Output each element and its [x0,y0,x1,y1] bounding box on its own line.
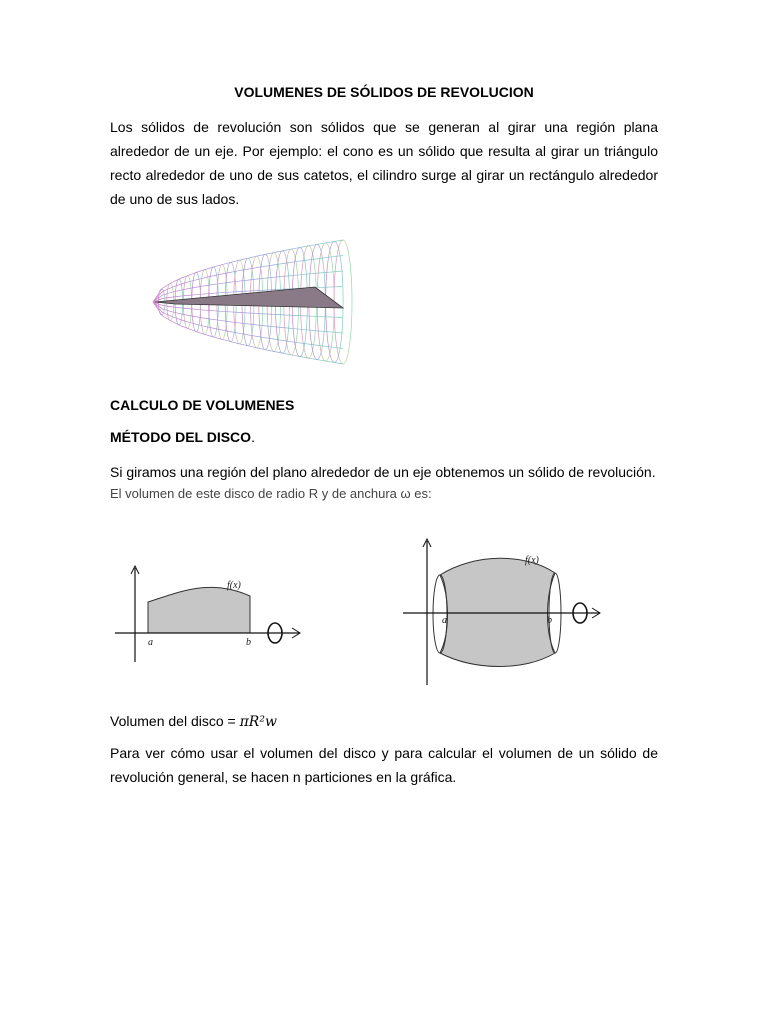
solid-body [440,558,555,666]
shaded-region [148,587,250,633]
wireframe-profile [153,302,343,349]
closing-paragraph: Para ver cómo usar el volumen del disco y para calcular el volumen de un sólido de revolución general, se hacen n particiones en la gráfica. [110,745,658,785]
region-figure [110,548,305,666]
wireframe-solid-svg [145,232,355,372]
document-title: VOLUMENES DE SÓLIDOS DE REVOLUCION [234,84,534,100]
method-heading [110,429,255,445]
solid-svg [395,535,605,687]
formula-line [110,709,658,734]
section-heading: CALCULO DE VOLUMENES [110,397,295,413]
region-svg [110,548,305,666]
region-function-label: f(x) [227,580,241,591]
method-paragraph: Si giramos una región del plano alrededor de un eje obtenemos un sólido de revolución. [110,464,656,480]
solid-left-face [433,575,447,653]
method-heading-period: . [251,429,255,445]
wireframe-profile [153,302,343,364]
method-paragraph-2: El volumen de este disco de radio R y de anchura ω es: [110,486,432,501]
solid-function-label: f(x) [525,555,539,566]
intro-paragraph: Los sólidos de revolución son sólidos que se generan al girar una región plana alrededor de un eje. Por ejemplo: el cono es un sólido que resulta al girar un triángulo recto alrededor de uno de sus catetos, el cilindro surge al girar un rectángulo alrededor de uno de sus lados. [110,119,658,207]
region-a-label: a [148,637,153,648]
region-b-label: b [246,637,251,648]
formula-expression: πR²w [239,714,277,730]
formula-label: Volumen del disco = [110,713,240,729]
solid-b-label: b [547,615,552,626]
method-heading-text: MÉTODO DEL DISCO [110,429,252,445]
wireframe-solid-figure [145,232,355,372]
solid-a-label: a [442,615,447,626]
solid-figure [395,535,605,687]
